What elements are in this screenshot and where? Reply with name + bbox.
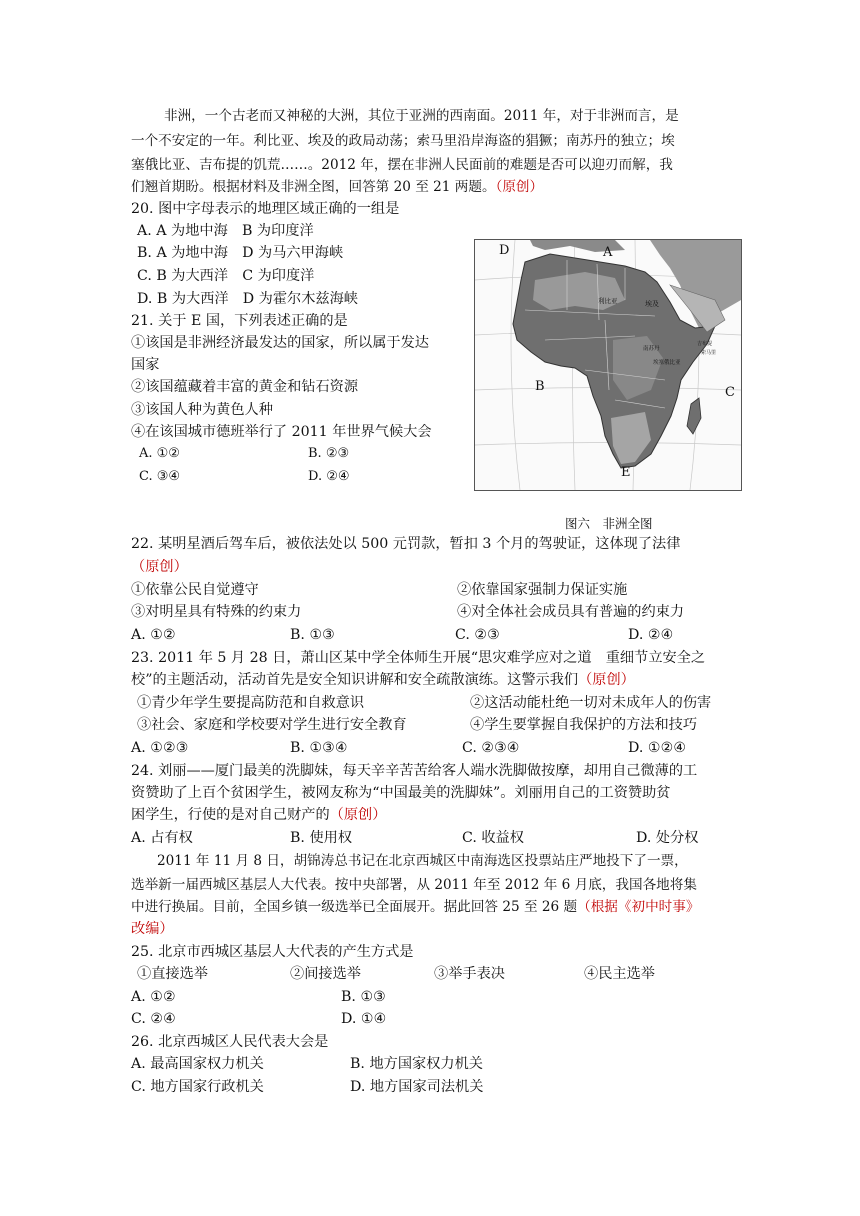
q22-statement-3: ③对明星具有特殊的约束力 <box>131 604 302 620</box>
q24-option-d: D. 处分权 <box>636 830 699 846</box>
intro2-line-3: 中进行换届。目前，全国乡镇一级选举已全面展开。据此回答 25 至 26 题（根据《初中时事》 <box>131 899 700 915</box>
label-djibouti: 吉布提 <box>697 341 713 347</box>
letter-c: C <box>725 385 735 400</box>
q21-statement-3: ③该国人种为黄色人种 <box>131 402 273 418</box>
q20-option-d: D. B 为大西洋 D 为霍尔木兹海峡 <box>137 291 358 307</box>
q22-source-tag: （原创） <box>131 559 188 575</box>
intro-line-3: 塞俄比亚、吉布提的饥荒……。2012 年，摆在非洲人民面前的难题是否可以迎刃而解，我 <box>131 157 673 173</box>
q20-option-a: A. A 为地中海 B 为印度洋 <box>137 223 314 239</box>
q22-statement-1: ①依靠公民自觉遵守 <box>131 582 259 598</box>
q24-option-a: A. 占有权 <box>131 830 193 846</box>
letter-d: D <box>499 243 510 258</box>
africa-map-graphic <box>475 240 741 490</box>
q24-option-b: B. 使用权 <box>290 830 353 846</box>
q21-option-b: B. ②③ <box>308 446 350 461</box>
q21-option-c: C. ③④ <box>139 469 181 484</box>
q23-statement-1: ①青少年学生要提高防范和自救意识 <box>137 695 365 711</box>
q25-option-a: A. ①② <box>131 989 176 1005</box>
q25-stem: 25. 北京市西城区基层人大代表的产生方式是 <box>131 944 414 960</box>
q22-option-b: B. ①③ <box>290 627 335 643</box>
q22-stem: 22. 某明星酒后驾车后，被依法处以 500 元罚款，暂扣 3 个月的驾驶证，这体现了法律 <box>131 536 681 552</box>
letter-a: A <box>603 245 613 260</box>
q22-option-d: D. ②④ <box>628 627 674 643</box>
label-egypt: 埃及 <box>645 300 659 308</box>
q25-option-c: C. ②④ <box>131 1011 176 1027</box>
q23-statement-3: ③社会、家庭和学校要对学生进行安全教育 <box>137 717 407 733</box>
q23-stem-line-1: 23. 2011 年 5 月 28 日，萧山区某中学全体师生开展“思灾难学应对之道 重细节立安全之 <box>131 650 706 666</box>
q22-option-a: A. ①② <box>131 627 176 643</box>
q23-option-d: D. ①②④ <box>628 740 687 756</box>
q21-statement-1-cont: 国家 <box>131 357 160 373</box>
source-tag: （原创） <box>495 179 544 195</box>
q21-stem: 21. 关于 E 国，下列表述正确的是 <box>131 313 348 329</box>
letter-e: E <box>621 465 631 480</box>
q24-source-tag: （原创） <box>329 807 387 823</box>
figure-caption: 图六 非洲全图 <box>565 516 653 531</box>
q26-option-b: B. 地方国家权力机关 <box>350 1056 483 1072</box>
q20-stem: 20. 图中字母表示的地理区域正确的一组是 <box>131 201 400 217</box>
africa-map <box>474 239 742 491</box>
q20-option-b: B. A 为地中海 D 为马六甲海峡 <box>137 245 344 261</box>
q23-option-a: A. ①②③ <box>131 740 189 756</box>
q25-statement-2: ②间接选举 <box>290 966 361 982</box>
q24-option-c: C. 收益权 <box>462 830 524 846</box>
q22-option-c: C. ②③ <box>455 627 500 643</box>
q25-option-b: B. ①③ <box>341 989 386 1005</box>
q21-statement-1: ①该国是非洲经济最发达的国家，所以属于发达 <box>131 335 429 351</box>
q24-stem-line-2: 资赞助了上百个贫困学生，被网友称为“中国最美的洗脚妹”。刘丽用自己的工资赞助贫 <box>131 785 671 801</box>
label-somalia: 索马里 <box>701 350 717 356</box>
q23-statement-4: ④学生要掌握自我保护的方法和技巧 <box>470 717 698 733</box>
label-south-sudan: 南苏丹 <box>643 346 660 352</box>
intro2-source-tag: （根据《初中时事》 <box>577 899 700 915</box>
letter-b: B <box>535 379 545 394</box>
q26-option-a: A. 最高国家权力机关 <box>131 1056 264 1072</box>
intro2-line-1: 2011 年 11 月 8 日，胡锦涛总书记在北京西城区中南海选区投票站庄严地投下了一票， <box>157 853 688 869</box>
q24-stem-line-3: 困学生，行使的是对自己财产的（原创） <box>131 807 387 823</box>
q26-option-c: C. 地方国家行政机关 <box>131 1079 264 1095</box>
intro-line-4: 们翘首期盼。根据材料及非洲全图，回答第 20 至 21 两题。（原创） <box>131 179 544 195</box>
q22-statement-2: ②依靠国家强制力保证实施 <box>457 582 628 598</box>
intro2-line-2: 选举新一届西城区基层人大代表。按中央部署，从 2011 年至 2012 年 6 月底，我国各地将集 <box>131 877 697 893</box>
intro2-source-tag-cont: 改编） <box>131 921 174 937</box>
label-libya: 利比亚 <box>598 297 618 305</box>
q21-option-d: D. ②④ <box>308 469 350 484</box>
q21-statement-2: ②该国蕴藏着丰富的黄金和钻石资源 <box>131 379 359 395</box>
q21-option-a: A. ①② <box>139 446 180 461</box>
q23-option-b: B. ①③④ <box>290 740 348 756</box>
q24-stem-line-1: 24. 刘丽——厦门最美的洗脚妹，每天辛辛苦苦给客人端水洗脚做按摩，却用自己微薄的工 <box>131 763 698 779</box>
q25-option-d: D. ①④ <box>341 1011 387 1027</box>
q25-statement-1: ①直接选举 <box>137 966 208 982</box>
q26-option-d: D. 地方国家司法机关 <box>350 1079 484 1095</box>
intro-line-1: 非洲，一个古老而又神秘的大洲，其位于亚洲的西南面。2011 年，对于非洲而言，是 <box>164 108 679 124</box>
q26-stem: 26. 北京西城区人民代表大会是 <box>131 1034 329 1050</box>
q21-statement-4: ④在该国城市德班举行了 2011 年世界气候大会 <box>131 424 432 440</box>
q25-statement-3: ③举手表决 <box>434 966 505 982</box>
q23-source-tag: （原创） <box>578 672 635 688</box>
q23-statement-2: ②这活动能杜绝一切对未成年人的伤害 <box>470 695 712 711</box>
q22-statement-4: ④对全体社会成员具有普遍的约束力 <box>457 604 685 620</box>
q23-option-c: C. ②③④ <box>462 740 520 756</box>
q25-statement-4: ④民主选举 <box>584 966 655 982</box>
q23-stem-line-2: 校”的主题活动，活动首先是安全知识讲解和安全疏散演练。这警示我们（原创） <box>131 672 635 688</box>
label-ethiopia: 埃塞俄比亚 <box>653 360 681 366</box>
q20-option-c: C. B 为大西洋 C 为印度洋 <box>137 268 315 284</box>
intro-line-2: 一个不安定的一年。利比亚、埃及的政局动荡；索马里沿岸海盗的猖獗；南苏丹的独立；埃 <box>131 133 675 149</box>
